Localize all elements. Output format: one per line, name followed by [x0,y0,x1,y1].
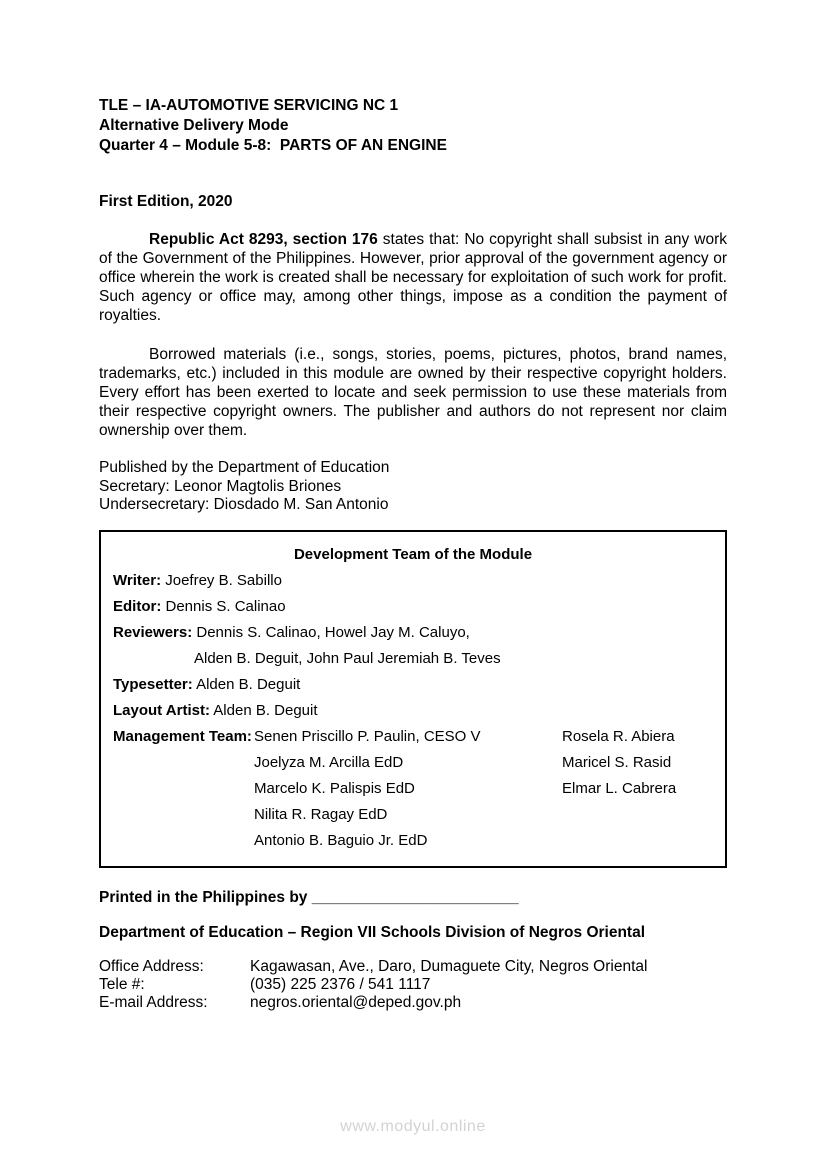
management-member: Senen Priscillo P. Paulin, CESO V [254,727,481,745]
contact-label: Tele #: [99,975,145,993]
published-by-line: Published by the Department of Education [99,459,390,476]
editor-name: Dennis S. Calinao [161,597,286,615]
copyright-act-lead: Republic Act 8293, section 176 [149,231,378,248]
management-label-spacer [113,802,254,828]
module-title-line3: Quarter 4 – Module 5-8: PARTS OF AN ENGINE [99,137,447,154]
module-title-line1: TLE – IA-AUTOMOTIVE SERVICING NC 1 [99,97,399,114]
copyright-paragraph [99,230,727,325]
management-team-grid [113,724,713,854]
printed-label: Printed in the Philippines by [99,888,312,906]
contact-block [99,958,727,1012]
management-label-spacer [113,750,254,776]
contact-label: Office Address: [99,957,204,975]
layout-artist-row [113,698,713,724]
management-member: Maricel S. Rasid [562,753,672,771]
reviewers-label: Reviewers: [113,623,193,641]
typesetter-row [113,672,713,698]
reviewers-names-line1: Dennis S. Calinao, Howel Jay M. Caluyo, [192,623,470,641]
watermark-text: www.modyul.online [340,1118,486,1135]
contact-value: (035) 225 2376 / 541 1117 [250,975,431,993]
management-member: Nilita R. Ragay EdD [254,805,388,823]
management-member: Elmar L. Cabrera [562,779,677,797]
writer-label: Writer: [113,571,162,589]
publisher-block [99,459,727,515]
management-member-empty [562,828,713,854]
layout-artist-name: Alden B. Deguit [209,701,318,719]
printed-blank-line: ________________________ [311,888,519,906]
contact-label: E-mail Address: [99,993,208,1011]
management-team-label: Management Team: [113,727,252,745]
contact-value: negros.oriental@deped.gov.ph [250,993,462,1011]
writer-name: Joefrey B. Sabillo [161,571,282,589]
development-team-box [99,530,727,868]
reviewers-row [113,620,713,646]
management-label-spacer [113,828,254,854]
module-title-line2: Alternative Delivery Mode [99,117,289,134]
management-member: Marcelo K. Palispis EdD [254,779,415,797]
editor-row [113,594,713,620]
borrowed-materials-paragraph: Borrowed materials (i.e., songs, stories, poems, pictures, photos, brand names, trademarks, etc.) included in this module are owned by their respective copyright holders. Every effort has been exerted to locate and seek permission to use these materials from their respective copyright owners. The publisher and authors do not represent nor claim ownership over them. [99,346,727,439]
layout-artist-label: Layout Artist: [113,701,210,719]
development-team-title: Development Team of the Module [293,545,533,563]
management-member: Antonio B. Baguio Jr. EdD [254,831,428,849]
typesetter-label: Typesetter: [113,675,193,693]
printed-in-philippines-line [99,888,727,908]
page-content [99,96,727,1012]
management-member-empty [562,802,713,828]
typesetter-name: Alden B. Deguit [192,675,301,693]
division-line: Department of Education – Region VII Schools Division of Negros Oriental [99,923,646,941]
editor-label: Editor: [113,597,162,615]
management-member: Rosela R. Abiera [562,727,675,745]
management-member: Joelyza M. Arcilla EdD [254,753,404,771]
reviewers-names-line2: Alden B. Deguit, John Paul Jeremiah B. Teves [194,649,501,667]
undersecretary-line: Undersecretary: Diosdado M. San Antonio [99,496,389,513]
copyright-act-text: states that: No copyright shall subsist in any work of the Government of the Philippines. However, prior approval of the government agency or office wherein the work is created shall be necessary for exploitation of such work for profit. Such agency or office may, among other things, impose as a condition the payment of royalties. [99,231,727,324]
module-title-block [99,96,727,156]
management-label-spacer [113,776,254,802]
secretary-line: Secretary: Leonor Magtolis Briones [99,477,342,495]
edition-line: First Edition, 2020 [99,193,233,210]
contact-value: Kagawasan, Ave., Daro, Dumaguete City, Negros Oriental [250,957,648,975]
writer-row [113,568,713,594]
